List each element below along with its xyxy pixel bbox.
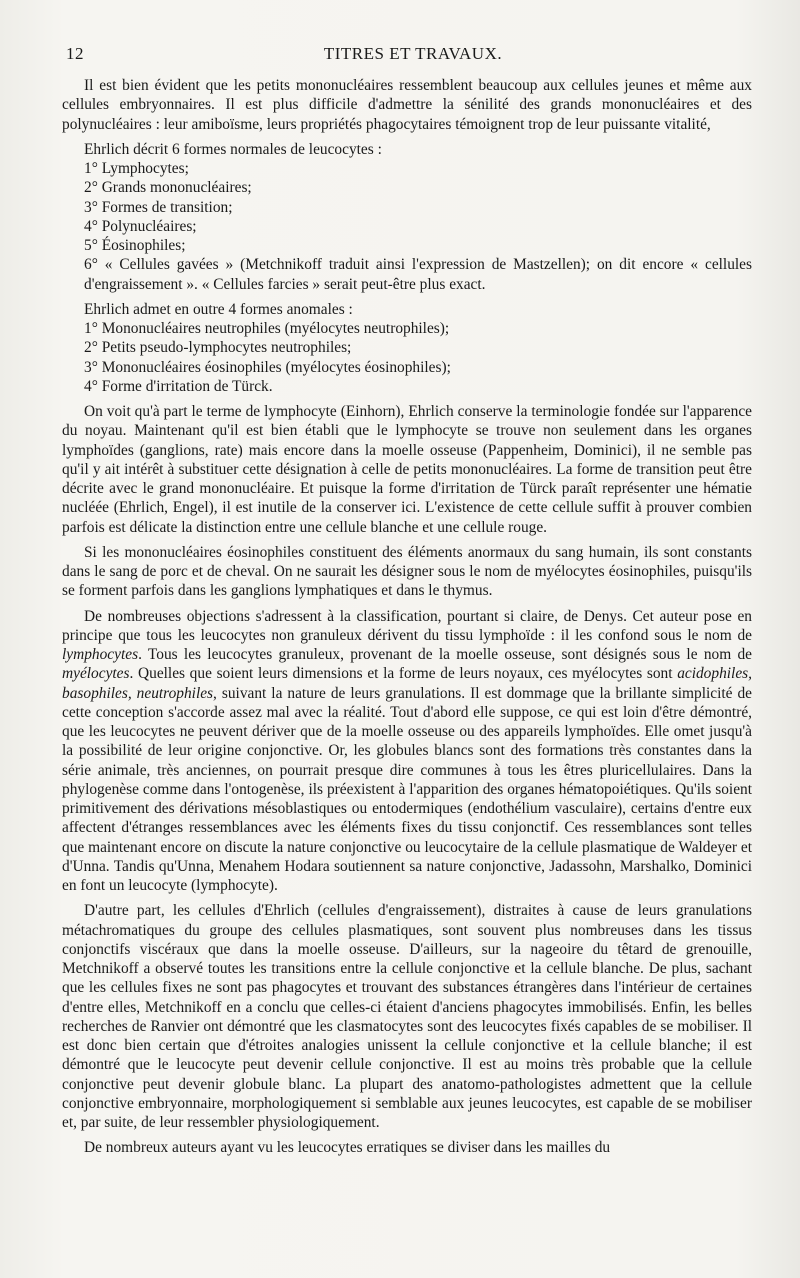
text-run: . Quelles que soient leurs dimensions et la forme de leurs noyaux, ces myélocytes sont bbox=[129, 665, 678, 683]
list-item: 2° Grands mononucléaires; bbox=[84, 179, 252, 197]
normal-forms-list bbox=[62, 159, 752, 294]
list-item: 3° Formes de transition; bbox=[84, 198, 233, 216]
body-text bbox=[62, 76, 752, 1158]
italic-term: acidophiles, basophiles, neutrophiles bbox=[62, 665, 752, 702]
page-header bbox=[62, 44, 752, 68]
italic-term: myélocytes bbox=[62, 665, 130, 683]
anomalous-forms-list bbox=[62, 319, 752, 396]
list-item: 4° Polynucléaires; bbox=[84, 217, 197, 235]
paragraph-4: On voit qu'à part le terme de lymphocyte (Einhorn), Ehrlich conserve la terminologie fondée sur l'apparence du noyau. Maintenant qu'il est bien établi que le lymphocyte se trouve non seulement dans les organes lymphoïdes (ganglions, rate) mais encore dans la moelle osseuse (Pappenheim, Dominici), il ne semble pas qu'il y ait intérêt à substituer cette désignation à celle de petits mononucléaires. La forme de transition peut être décrite avec le grand mononucléaire. Et puisque la forme d'irritation de Türck paraît représenter une hématie nucléée (Ehrlich, Engel), il est inutile de la conserver ici. L'existence de cette cellule suffit à prouver combien parfois est délicate la distinction entre une cellule blanche et une cellule rouge. bbox=[62, 403, 752, 536]
list-item: 2° Petits pseudo-lymphocytes neutrophiles; bbox=[84, 339, 352, 357]
paragraph-5: Si les mononucléaires éosinophiles constituent des éléments anormaux du sang humain, ils sont constants dans le sang de porc et de cheval. On ne saurait les désigner sous le nom de myélocytes éosinophiles, puisqu'ils se forment parfois dans les ganglions lymphatiques et dans le thymus. bbox=[62, 543, 752, 600]
list-item: 6° « Cellules gavées » (Metchnikoff traduit ainsi l'expression de Mastzellen); on dit encore « cellules d'engraissement ». « Cellules farcies » serait peut-être plus exact. bbox=[84, 256, 752, 293]
italic-term: lymphocytes bbox=[62, 646, 139, 663]
paragraph-6 bbox=[62, 607, 752, 896]
list-item: 3° Mononucléaires éosinophiles (myélocytes éosinophiles); bbox=[84, 358, 451, 376]
paragraph-8: De nombreux auteurs ayant vu les leucocytes erratiques se diviser dans les mailles du bbox=[84, 1139, 611, 1157]
text-run: , suivant la nature de leurs granulations. Il est dommage que la brillante simplicité de cette conception s'accorde assez mal avec la réalité. Tout d'abord elle suppose, ce qui est loin d'être démontré, que les leucocytes ne peuvent dériver que de la moelle osseuse ou des appareils lymphoïdes. Elle omet jusqu'à la possibilité de leur origine conjonctive. Or, les globules blancs sont des formations très constantes dans la série animale, très anciennes, on pourrait presque dire communes à tous les êtres pluricellulaires. Dans la phylogenèse comme dans l'ontogenèse, ils préexistent à l'apparition des organes hématopoiétiques. Qu'ils soient primitivement des dérivations mésoblastiques ou entodermiques (endothélium vasculaire), certains d'entre eux affectent d'étranges ressemblances avec les éléments fixes du tissu conjonctif. Ces ressemblances sont telles que maintenant encore on discute la nature conjonctive ou leucocytaire de la cellule plasmatique de Waldeyer et d'Unna. Tandis qu'Unna, Menahem Hodara soutiennent sa nature conjonctive, Jadassohn, Marshalko, Dominici en font un leucocyte (lymphocyte). bbox=[62, 684, 752, 894]
text-run: De nombreuses objections s'adressent à la classification, pourtant si claire, de Denys. Cet auteur pose en principe que tous les leucocytes non granuleux dérivent du tissu lymphoïde : il les confond sous le nom de bbox=[62, 607, 752, 644]
paragraph-1: Il est bien évident que les petits mononucléaires ressemblent beaucoup aux cellules jeunes et même aux cellules embryonnaires. Il est plus difficile d'admettre la sénilité des grands mononucléaires et des polynucléaires : leur amiboïsme, leurs propriétés phagocytaires témoignent trop de leur puissante vitalité, bbox=[62, 77, 752, 133]
page-number: 12 bbox=[66, 44, 84, 63]
list-item: 5° Éosinophiles; bbox=[84, 237, 186, 254]
list-item: 4° Forme d'irritation de Türck. bbox=[84, 377, 273, 395]
anomalous-forms-intro: Ehrlich admet en outre 4 formes anomales : bbox=[84, 300, 353, 318]
list-item: 1° Mononucléaires neutrophiles (myélocytes neutrophiles); bbox=[84, 320, 450, 337]
running-title: TITRES ET TRAVAUX. bbox=[323, 44, 503, 63]
normal-forms-intro: Ehrlich décrit 6 formes normales de leucocytes : bbox=[84, 140, 382, 158]
list-item: 1° Lymphocytes; bbox=[84, 160, 189, 177]
text-run: . Tous les leucocytes granuleux, provenant de la moelle osseuse, sont désignés sous le nom de bbox=[138, 646, 752, 663]
paragraph-7: D'autre part, les cellules d'Ehrlich (cellules d'engraissement), distraites à cause de leurs granulations métachromatiques du groupe des cellules plasmatiques, sont souvent plus nombreuses dans les tissus conjonctifs viscéraux que dans la moelle osseuse. D'ailleurs, sur la nageoire du têtard de grenouille, Metchnikoff a observé toutes les transitions entre la cellule conjonctive et la cellule blanche. De plus, sachant que les cellules fixes ne sont pas phagocytes et trouvant des substances étrangères dans l'intérieur de certaines d'entre elles, Metchnikoff en a conclu que celles-ci étaient d'anciens phagocytes immobilisés. Enfin, les belles recherches de Ranvier ont démontré que les clasmatocytes sont des leucocytes fixés capables de se mobiliser. Il est donc bien certain que d'étroites analogies unissent la cellule conjonctive et la cellule blanche; il est démontré que le leucocyte peut devenir cellule conjonctive. Il est au moins très probable que la cellule conjonctive peut devenir globule blanc. La plupart des anatomo-pathologistes admettent que la cellule conjonctive embryonnaire, morphologiquement si semblable aux jeunes leucocytes, est capable de se mobiliser et, par suite, de leur ressembler physiologiquement. bbox=[62, 902, 752, 1131]
